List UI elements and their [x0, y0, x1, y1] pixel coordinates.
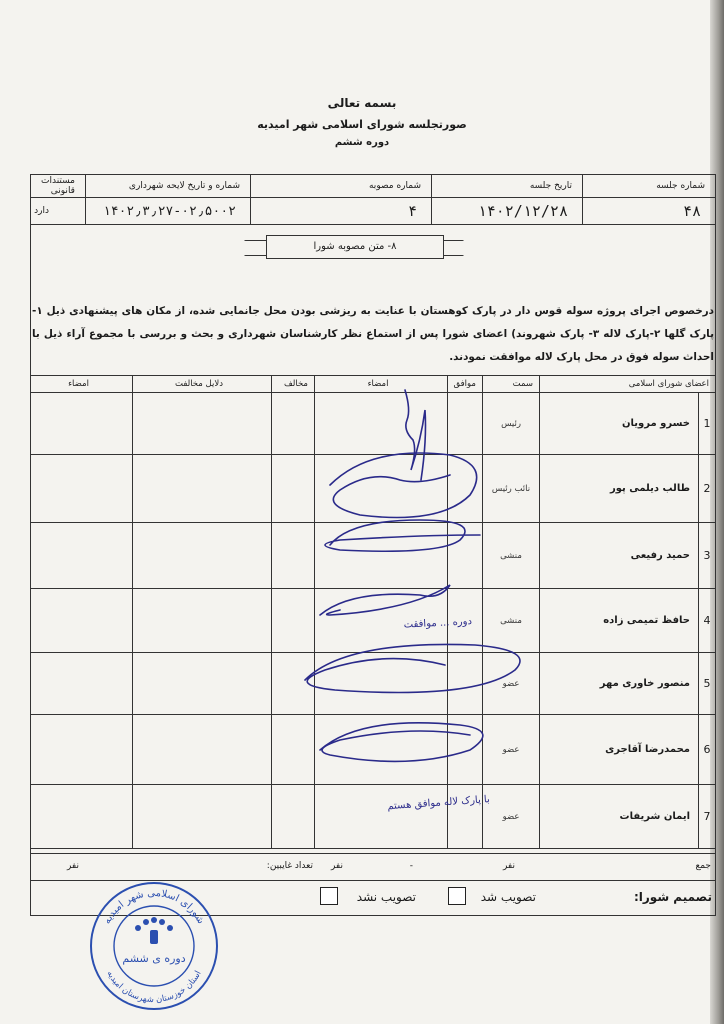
handwritten-note-row4: دوره ... موافقت [403, 616, 473, 631]
section-ribbon [244, 232, 464, 262]
reasons-cell [133, 455, 272, 523]
member-name: منصور خاوری مهر [540, 653, 699, 715]
member-row [31, 455, 716, 523]
opp-signature-cell [31, 523, 133, 589]
session-info-table [30, 174, 716, 225]
council-term: دوره ششم [334, 137, 390, 148]
absent-unit: نفر [66, 861, 79, 871]
reasons-cell [133, 715, 272, 785]
oppose-cell [272, 785, 315, 849]
oppose-cell [272, 653, 315, 715]
agree-cell [448, 523, 483, 589]
council-stamp [88, 880, 220, 1012]
member-role: منشی [483, 523, 540, 589]
member-row [31, 785, 716, 849]
agree-cell [448, 715, 483, 785]
member-role: منشی [483, 589, 540, 653]
resolution-text: درخصوص اجرای پروژه سوله قوس دار در پارک کوهستان با عنایت به ریزشی بودن محل جانمایی شده، از مکان های پیشنهادی ذیل ۱-پارک گلها ۲-پارک لاله ۳- پارک شهروند) اعضای شورا پس از استماع نظر کارشناسان شهرداری و بحث و بررسی با مجموع آراء ذیل با احداث سوله فوق در محل پارک لاله موافقت نمودند. [32, 305, 714, 363]
signature-cell [315, 523, 448, 589]
signature-cell [315, 785, 448, 849]
member-role: عضو [483, 785, 540, 849]
resolution-no-label: شماره مصوبه [251, 175, 432, 198]
rejected-checkbox[interactable] [320, 887, 338, 905]
bill-number: ۱۴۰۲٫۳٫۲۷-۰۲٫۵۰۰۲ [86, 198, 251, 225]
member-number: 6 [699, 715, 716, 785]
member-row [31, 523, 716, 589]
agree-cell [448, 455, 483, 523]
member-role: نائب رئیس [483, 455, 540, 523]
members-table [30, 375, 716, 849]
members-header: اعضای شورای اسلامی [540, 376, 716, 393]
member-role: رئیس [483, 393, 540, 455]
agree-header: موافق [448, 376, 483, 393]
opp-signature-cell [31, 393, 133, 455]
member-name: محمدرضا آقاجری [540, 715, 699, 785]
member-name: حافظ تمیمی زاده [540, 589, 699, 653]
approved-checkbox[interactable] [448, 887, 466, 905]
approved-label: تصویب شد [480, 890, 536, 904]
agree-cell [448, 589, 483, 653]
stamp-ring-text: شورای اسلامی شهر امیدیه [101, 887, 207, 926]
oppose-header: مخالف [272, 376, 315, 393]
legal-docs: دارد [31, 198, 86, 225]
oppose-cell [272, 715, 315, 785]
stamp-emblem [135, 917, 173, 944]
member-number: 1 [699, 393, 716, 455]
agree-cell [448, 653, 483, 715]
bill-label: شماره و تاریخ لایحه شهرداری [86, 175, 251, 198]
totals-row [30, 853, 716, 881]
session-no: ۴۸ [583, 198, 716, 225]
opp-signature-cell [31, 715, 133, 785]
member-number: 2 [699, 455, 716, 523]
signature-cell [315, 589, 448, 653]
rejected-label: تصویب نشد [356, 890, 416, 904]
reasons-cell [133, 523, 272, 589]
totals-oppose-unit: نفر [330, 861, 343, 871]
member-row [31, 393, 716, 455]
member-number: 7 [699, 785, 716, 849]
reasons-cell [133, 393, 272, 455]
reasons-cell [133, 785, 272, 849]
legal-docs-label: مستندات قانونی [31, 175, 86, 198]
section-title: ۸- متن مصوبه شورا [266, 235, 444, 259]
oppose-cell [272, 523, 315, 589]
stamp-term: دوره ی ششم [122, 952, 186, 965]
member-role: عضو [483, 653, 540, 715]
session-no-label: شماره جلسه [583, 175, 716, 198]
opp-signature-cell [31, 785, 133, 849]
stamp-region-text: استان خوزستان شهرستان امیدیه [104, 969, 204, 1006]
signature-header: امضاء [315, 376, 448, 393]
signature-cell [315, 653, 448, 715]
session-date-label: تاریخ جلسه [432, 175, 583, 198]
opp-signature-cell [31, 653, 133, 715]
document-title: صورتجلسه شورای اسلامی شهر امیدیه [257, 118, 467, 131]
opp-signature-cell [31, 589, 133, 653]
member-number: 3 [699, 523, 716, 589]
totals-dash: - [409, 861, 413, 871]
signature-cell [315, 455, 448, 523]
agree-cell [448, 393, 483, 455]
reasons-header: دلایل مخالفت [133, 376, 272, 393]
opp-signature-cell [31, 455, 133, 523]
signature-cell [315, 715, 448, 785]
member-row [31, 589, 716, 653]
reasons-cell [133, 653, 272, 715]
reasons-cell [133, 589, 272, 653]
member-name: حمید رفیعی [540, 523, 699, 589]
totals-label: جمع [695, 861, 711, 871]
member-row [31, 715, 716, 785]
absent-label: تعداد غایبین: [266, 861, 313, 871]
handwritten-note-row7: با پارک لاله موافق هستم [387, 794, 491, 813]
member-row [31, 653, 716, 715]
agree-cell [448, 785, 483, 849]
member-number: 4 [699, 589, 716, 653]
decision-label: تصمیم شورا: [633, 890, 712, 904]
member-name: طالب دیلمی پور [540, 455, 699, 523]
member-name: ایمان شریفات [540, 785, 699, 849]
member-number: 5 [699, 653, 716, 715]
oppose-cell [272, 455, 315, 523]
totals-agree-unit: نفر [502, 861, 515, 871]
resolution-no: ۴ [251, 198, 432, 225]
role-header: سمت [483, 376, 540, 393]
basmala: بسمه تعالی [327, 96, 397, 110]
oppose-cell [272, 589, 315, 653]
opp-signature-header: امضاء [31, 376, 133, 393]
oppose-cell [272, 393, 315, 455]
signature-cell [315, 393, 448, 455]
member-name: خسرو مرویان [540, 393, 699, 455]
session-date: ۱۴۰۲/۱۲/۲۸ [432, 198, 583, 225]
member-role: عضو [483, 715, 540, 785]
